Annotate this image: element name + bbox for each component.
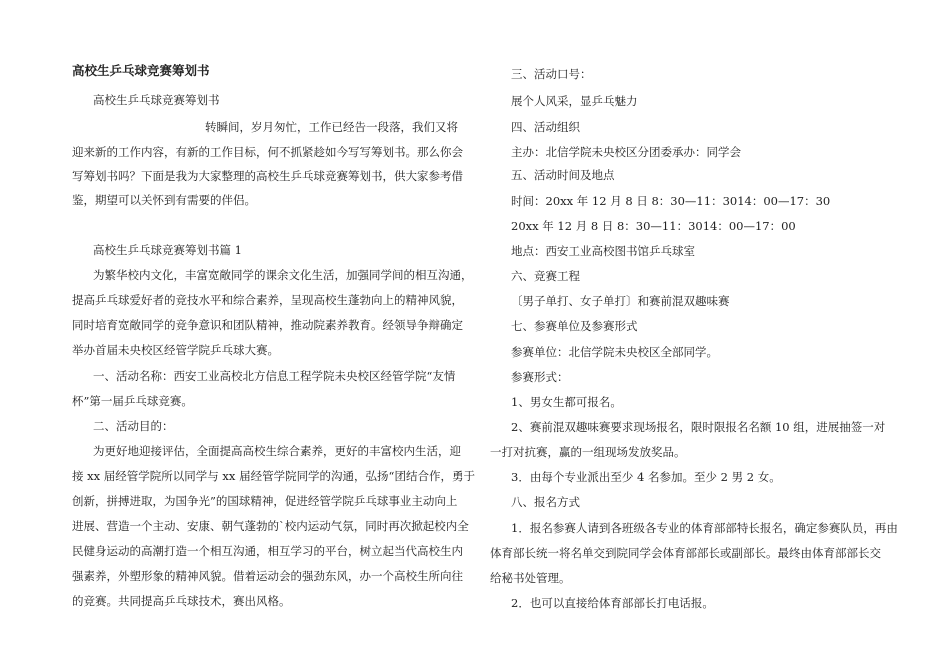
section-heading: 五、活动时间及地点	[511, 168, 615, 182]
section-heading: 七、参赛单位及参赛形式	[511, 319, 638, 333]
paragraph-line: 主办：北信学院未央校区分团委承办：同学会	[511, 145, 741, 159]
paragraph-line: 同时培育宽敞同学的竞争意识和团队精神，推动院素养教育。经领导争辩确定	[72, 318, 463, 332]
paragraph-line: 民健身运动的高潮打造一个相互沟通，相互学习的平台，树立起当代高校生内	[72, 544, 463, 558]
paragraph-line: 给秘书处管理。	[490, 571, 571, 585]
paragraph-line: 2．也可以直接给体育部部长打电话报。	[511, 596, 714, 610]
section-heading: 四、活动组织	[511, 120, 580, 134]
paragraph-line: 创新，拼搏进取，为国争光”的国球精神，促进经管学院乒乓球事业主动向上	[72, 494, 458, 508]
paragraph-line: 2、赛前混双趣味赛要求现场报名，限时限报名名额 10 组，进展抽签一对	[511, 420, 886, 434]
paragraph-line: 1、男女生都可报名。	[511, 395, 622, 409]
paragraph-line: 3．由每个专业派出至少 4 名参加。至少 2 男 2 女。	[511, 470, 781, 484]
section-heading: 六、竞赛工程	[511, 269, 580, 283]
paragraph-line: 为更好地迎接评估，全面提高高校生综合素养，更好的丰富校内生活，迎	[93, 444, 461, 458]
paragraph-line: 举办首届未央校区经管学院乒乓球大赛。	[72, 343, 279, 357]
paragraph-line: 写筹划书吗？下面是我为大家整理的高校生乒乓球竞赛筹划书，供大家参考借	[72, 169, 463, 183]
paragraph-line: 强素养，外塑形象的精神风貌。借着运动会的强劲东风，办一个高校生所向往	[72, 569, 463, 583]
section-heading: 二、活动目的：	[93, 419, 174, 433]
document-title: 高校生乒乓球竞赛筹划书	[72, 63, 210, 78]
paragraph-line: 一打对抗赛，赢的一组现场发放奖品。	[490, 445, 686, 459]
section-heading: 高校生乒乓球竞赛筹划书篇 1	[93, 243, 242, 257]
paragraph-line: 展个人风采，显乒乓魅力	[511, 94, 638, 108]
paragraph-line: 接 xx 届经管学院所以同学与 xx 届经管学院同学的沟通，弘扬“团结合作，勇于	[72, 469, 475, 483]
section-heading: 三、活动口号：	[511, 67, 592, 81]
paragraph-line: 进展、营造一个主动、安康、朝气蓬勃的`校内运动气氛，同时再次掀起校内全	[72, 519, 469, 533]
paragraph-line: 地点：西安工业高校图书馆乒乓球室	[511, 244, 695, 258]
paragraph-line: 时间：20xx 年 12 月 8 日 8：30—11：3014：00—17：30	[511, 194, 831, 208]
subtitle: 高校生乒乓球竞赛筹划书	[93, 93, 220, 107]
paragraph-line: 为繁华校内文化，丰富宽敞同学的课余文化生活，加强同学间的相互沟通，	[93, 268, 473, 282]
paragraph-line: 鉴，期望可以关怀到有需要的伴侣。	[72, 193, 256, 207]
paragraph-line: 体育部长统一将名单交到院同学会体育部部长或副部长。最终由体育部部长交	[490, 546, 881, 560]
section-heading: 八、报名方式	[511, 495, 580, 509]
paragraph-line: 的竞赛。共同提高乒乓球技术，赛出风格。	[72, 594, 291, 608]
paragraph-line: 转瞬间，岁月匆忙，工作已经告一段落，我们又将	[205, 120, 458, 134]
paragraph-line: 参赛形式：	[511, 370, 569, 384]
paragraph-line: 1．报名参赛人请到各班级各专业的体育部部特长报名，确定参赛队员，再由	[511, 521, 898, 535]
paragraph-line: 一、活动名称：西安工业高校北方信息工程学院未央校区经管学院“友情	[93, 369, 456, 383]
paragraph-line: 〔男子单打、女子单打〕和赛前混双趣味赛	[511, 294, 730, 308]
paragraph-line: 参赛单位：北信学院未央校区全部同学。	[511, 345, 718, 359]
paragraph-line: 迎来新的工作内容，有新的工作目标，何不抓紧趁如今写写筹划书。那么你会	[72, 145, 463, 159]
paragraph-line: 杯”第一届乒乓球竞赛。	[72, 394, 193, 408]
paragraph-line: 20xx 年 12 月 8 日 8：30—11：3014：00—17：00	[511, 219, 796, 233]
paragraph-line: 提高乒乓球爱好者的竞技水平和综合素养，呈现高校生蓬勃向上的精神风貌，	[72, 293, 463, 307]
